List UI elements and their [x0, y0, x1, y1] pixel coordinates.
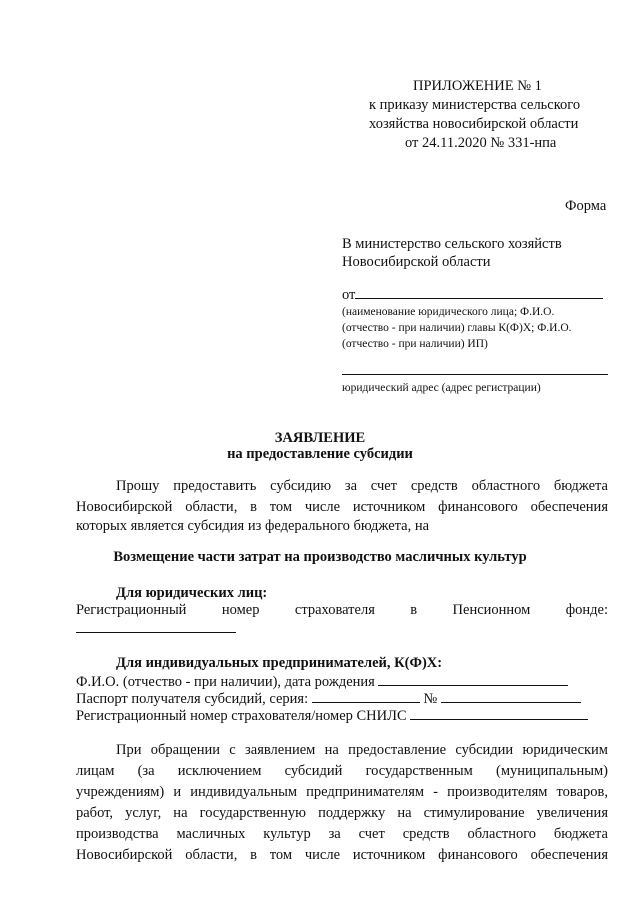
snils-blank-line[interactable]: [410, 705, 588, 720]
legal-reg-number-blank[interactable]: [76, 632, 236, 633]
request-line-3: которых является субсидия из федерального бюджета, на: [76, 518, 430, 534]
document-title: ЗАЯВЛЕНИЕ: [274, 430, 366, 446]
closing-line-5: производства масличных культур за счет средств областного бюджета: [76, 826, 608, 842]
from-prefix: от: [342, 287, 356, 303]
fio-label: Ф.И.О. (отчество - при наличии), дата рождения: [76, 674, 375, 690]
from-field[interactable]: [342, 284, 603, 306]
subsidy-purpose: Возмещение части затрат на производство масличных культур: [113, 549, 527, 565]
closing-line-4: работ, услуг, на государственную поддержку на стимулирование увеличения: [76, 805, 608, 821]
passport-label: Паспорт получателя субсидий, серия:: [76, 691, 309, 707]
snils-field[interactable]: [76, 705, 588, 727]
legal-reg-number-label: Регистрационный номер страхователя в Пенсионном фонде:: [76, 602, 608, 618]
snils-label: Регистрационный номер страхователя/номер СНИЛС: [76, 708, 407, 724]
closing-line-3: учреждениям) и индивидуальным предпринимателям - производителям товаров,: [76, 784, 608, 800]
applicant-hint-2: (отчество - при наличии) главы К(Ф)Х; Ф.И.О.: [342, 322, 572, 334]
legal-entities-heading: Для юридических лиц:: [116, 585, 268, 601]
address-hint: юридический адрес (адрес регистрации): [342, 382, 541, 394]
passport-number-blank[interactable]: [441, 688, 581, 703]
closing-line-6: Новосибирской области, в том числе источником финансового обеспечения: [76, 847, 608, 863]
request-line-1: Прошу предоставить субсидию за счет средств областного бюджета: [116, 478, 608, 494]
closing-line-1: При обращении с заявлением на предоставление субсидии юридическим: [116, 742, 608, 758]
appendix-ministry: хозяйства новосибирской области: [369, 116, 579, 132]
from-blank-line[interactable]: [355, 284, 603, 299]
form-label: Форма: [565, 198, 607, 214]
applicant-hint-1: (наименование юридического лица; Ф.И.О.: [342, 306, 555, 318]
appendix-order-ref: к приказу министерства сельского: [369, 97, 581, 113]
address-blank-line[interactable]: [342, 374, 608, 375]
addressee-line-2: Новосибирской области: [342, 254, 491, 270]
closing-line-2: лицам (за исключением субсидий государственным (муниципальным): [76, 763, 608, 779]
applicant-hint-3: (отчество - при наличии) ИП): [342, 338, 488, 350]
request-line-2: Новосибирской области, в том числе источником финансового обеспечения: [76, 499, 608, 515]
appendix-date: от 24.11.2020 № 331-нпа: [405, 135, 557, 151]
appendix-number: ПРИЛОЖЕНИЕ № 1: [413, 78, 542, 94]
passport-number-label: №: [423, 691, 438, 707]
fio-blank-line[interactable]: [378, 671, 568, 686]
individuals-heading: Для индивидуальных предпринимателей, К(Ф)Х:: [116, 655, 443, 671]
document-subtitle: на предоставление субсидии: [227, 446, 413, 462]
addressee-line-1: В министерство сельского хозяйств: [342, 236, 562, 252]
passport-series-blank[interactable]: [312, 688, 420, 703]
